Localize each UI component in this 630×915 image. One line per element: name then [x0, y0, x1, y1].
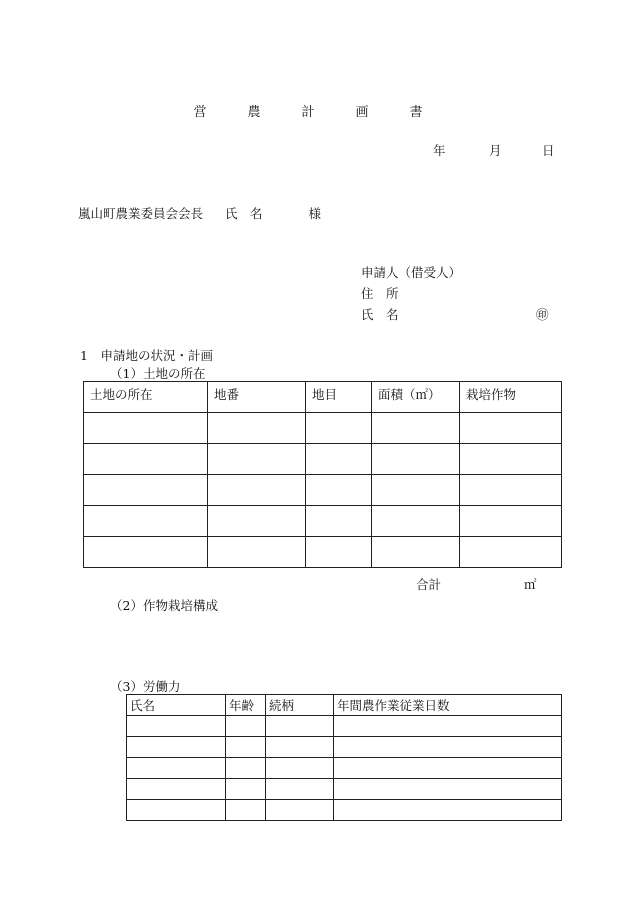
land-table-cell[interactable]	[460, 475, 562, 506]
labor-table-cell[interactable]	[334, 737, 562, 758]
labor-table-column-header: 続柄	[266, 695, 334, 716]
labor-table-cell[interactable]	[226, 800, 266, 821]
land-table-column-header: 栽培作物	[460, 382, 562, 413]
land-table-cell[interactable]	[208, 537, 306, 568]
labor-table-cell[interactable]	[266, 716, 334, 737]
labor-table-cell[interactable]	[127, 737, 226, 758]
land-table-cell[interactable]	[460, 413, 562, 444]
land-table-column-header: 面積（㎡）	[372, 382, 460, 413]
land-table-cell[interactable]	[372, 506, 460, 537]
labor-table-cell[interactable]	[226, 737, 266, 758]
labor-table-cell[interactable]	[334, 800, 562, 821]
labor-table-cell[interactable]	[334, 779, 562, 800]
labor-table-cell[interactable]	[226, 716, 266, 737]
labor-table-cell[interactable]	[334, 716, 562, 737]
land-table-row	[84, 444, 562, 475]
land-table-cell[interactable]	[460, 537, 562, 568]
seal-mark: ㊞	[536, 307, 549, 322]
labor-heading: （3）労働力	[110, 679, 181, 694]
total-label: 合計	[416, 577, 442, 592]
labor-table-row	[127, 800, 562, 821]
land-table-cell[interactable]	[208, 475, 306, 506]
addressee-org: 嵐山町農業委員会会長	[78, 206, 204, 221]
land-table-column-header: 地番	[208, 382, 306, 413]
land-table-cell[interactable]	[306, 506, 372, 537]
labor-table-cell[interactable]	[266, 800, 334, 821]
labor-table-row	[127, 716, 562, 737]
applicant-label: 申請人（借受人）	[361, 265, 462, 280]
land-table-cell[interactable]	[372, 475, 460, 506]
labor-table-row	[127, 737, 562, 758]
addressee-name-label: 氏 名	[225, 206, 263, 221]
labor-table-cell[interactable]	[226, 758, 266, 779]
land-table-row	[84, 475, 562, 506]
labor-table-cell[interactable]	[127, 758, 226, 779]
document-title: 営 農 計 画 書	[193, 105, 437, 120]
land-table-cell[interactable]	[208, 506, 306, 537]
land-table-cell[interactable]	[84, 444, 208, 475]
land-table-row	[84, 506, 562, 537]
labor-table-column-header: 年間農作業従業日数	[334, 695, 562, 716]
applicant-name-label: 氏 名	[361, 307, 399, 322]
crops-heading: （2）作物栽培構成	[110, 598, 218, 613]
land-table-cell[interactable]	[208, 413, 306, 444]
labor-table-row	[127, 779, 562, 800]
date-day-label: 日	[542, 143, 555, 158]
land-table-cell[interactable]	[372, 444, 460, 475]
labor-table-cell[interactable]	[334, 758, 562, 779]
land-table-column-header: 地目	[306, 382, 372, 413]
land-table-cell[interactable]	[84, 506, 208, 537]
date-month-label: 月	[489, 143, 502, 158]
total-unit: ㎡	[524, 577, 537, 592]
land-table-column-header: 土地の所在	[84, 382, 208, 413]
land-table-cell[interactable]	[460, 444, 562, 475]
labor-table-cell[interactable]	[266, 758, 334, 779]
land-table-header-row	[84, 382, 562, 413]
land-table-cell[interactable]	[372, 537, 460, 568]
land-table-cell[interactable]	[306, 537, 372, 568]
labor-table-cell[interactable]	[226, 779, 266, 800]
land-table-cell[interactable]	[84, 413, 208, 444]
section1-heading: 1 申請地の状況・計画	[80, 348, 213, 363]
labor-table-cell[interactable]	[127, 800, 226, 821]
land-table-cell[interactable]	[208, 444, 306, 475]
labor-table-cell[interactable]	[266, 737, 334, 758]
addressee-honorific: 様	[308, 206, 322, 221]
land-table-cell[interactable]	[372, 413, 460, 444]
labor-table-header-row	[127, 695, 562, 716]
labor-table-column-header: 氏名	[127, 695, 226, 716]
labor-table-cell[interactable]	[127, 779, 226, 800]
land-heading: （1）土地の所在	[110, 366, 206, 381]
labor-table	[126, 694, 562, 821]
labor-table-cell[interactable]	[127, 716, 226, 737]
land-table-cell[interactable]	[306, 444, 372, 475]
land-table	[83, 381, 562, 568]
applicant-address-label: 住 所	[361, 286, 399, 301]
land-table-cell[interactable]	[306, 475, 372, 506]
land-table-cell[interactable]	[84, 537, 208, 568]
land-table-row	[84, 537, 562, 568]
addressee-line	[78, 204, 321, 222]
labor-table-cell[interactable]	[266, 779, 334, 800]
land-table-row	[84, 413, 562, 444]
land-table-cell[interactable]	[84, 475, 208, 506]
land-table-cell[interactable]	[460, 506, 562, 537]
land-table-cell[interactable]	[306, 413, 372, 444]
labor-table-column-header: 年齢	[226, 695, 266, 716]
date-year-label: 年	[433, 143, 446, 158]
labor-table-row	[127, 758, 562, 779]
